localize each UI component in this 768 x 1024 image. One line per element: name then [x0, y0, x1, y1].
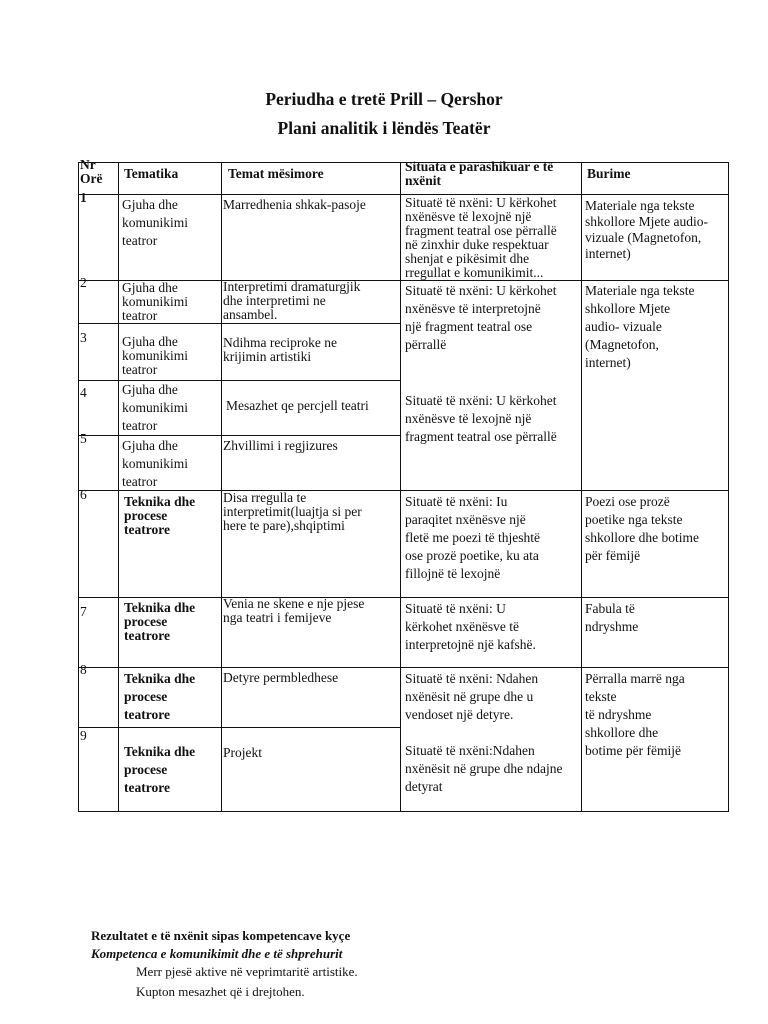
row-7-nr: 7	[80, 604, 87, 619]
row-1-tematika: Gjuha dhe komunikimi teatror	[122, 197, 189, 248]
row-7-tema: Venia ne skene e nje pjese nga teatri i femijeve	[223, 596, 365, 625]
header-burime: Burime	[587, 166, 631, 181]
competence-heading: Kompetenca e komunikimit dhe e të shprehurit	[91, 946, 343, 961]
row-2-5-situata-b: Situatë të nxëni: U kërkohet nxënësve të lexojnë një fragment teatral ose përrallë	[405, 393, 557, 444]
row-1-burime: Materiale nga tekste shkollore Mjete audio- vizuale (Magnetofon, internet)	[585, 198, 708, 261]
results-heading: Rezultatet e të nxënit sipas kompetencave kyçe	[91, 928, 351, 943]
row-8-tematika: Teknika dhe procese teatrore	[124, 671, 196, 722]
result-line-1: Merr pjesë aktive në veprimtaritë artistike.	[136, 964, 358, 979]
row-8-9-situata-a: Situatë të nxëni: Ndahen nxënësit në grupe dhe u vendoset një detyre.	[405, 671, 539, 722]
row-5-tema: Zhvillimi i regjizures	[223, 438, 338, 453]
row-7-tematika: Teknika dhe procese teatrore	[124, 600, 196, 643]
row-7-situata: Situatë të nxëni: U kërkohet nxënësve të interpretojnë një kafshë.	[405, 601, 536, 652]
row-9-nr: 9	[80, 728, 87, 743]
row-6-burime: Poezi ose prozë poetike nga tekste shkollore dhe botime për fëmijë	[585, 494, 699, 563]
row-5-tematika: Gjuha dhe komunikimi teatror	[122, 438, 189, 489]
row-6-situata: Situatë të nxëni: Iu paraqitet nxënësve një fletë me poezi të thjeshtë ose prozë poetike, ku ata fillojnë të lexojnë	[405, 494, 540, 581]
row-3-tematika: Gjuha dhe komunikimi teatror	[122, 334, 189, 377]
header-situata: Situata e parashikuar e të nxënit	[405, 159, 554, 188]
header-nr: Nr Orë	[80, 157, 103, 186]
row-4-tematika: Gjuha dhe komunikimi teatror	[122, 382, 189, 433]
header-temat: Temat mësimore	[228, 166, 324, 181]
row-2-nr: 2	[80, 275, 87, 290]
row-4-nr: 4	[80, 385, 87, 400]
document-title: Periudha e tretë Prill – Qershor	[265, 89, 503, 109]
row-5-nr: 5	[80, 431, 87, 446]
row-3-nr: 3	[80, 330, 87, 345]
row-1-situata: Situatë të nxëni: U kërkohet nxënësve të lexojnë një fragment teatral ose përrallë në zinxhir duke respektuar shenjat e pikësimit dhe rregullat e komunikimit...	[405, 195, 557, 280]
row-8-nr: 8	[80, 662, 87, 677]
row-8-9-situata-b: Situatë të nxëni:Ndahen nxënësit në grupe dhe ndajne detyrat	[405, 743, 563, 794]
document-subtitle: Plani analitik i lëndës Teatër	[277, 118, 491, 138]
row-2-5-situata-a: Situatë të nxëni: U kërkohet nxënësve të interpretojnë një fragment teatral ose përrallë	[405, 283, 557, 352]
row-2-tema: Interpretimi dramaturgjik dhe interpretimi ne ansambel.	[223, 279, 361, 322]
row-4-tema: Mesazhet qe percjell teatri	[226, 398, 369, 413]
row-6-tematika: Teknika dhe procese teatrore	[124, 494, 196, 537]
row-9-tematika: Teknika dhe procese teatrore	[124, 744, 196, 795]
row-1-nr: 1	[80, 190, 87, 205]
row-1-tema: Marredhenia shkak-pasoje	[223, 197, 366, 212]
row-6-nr: 6	[80, 487, 87, 502]
row-2-tematika: Gjuha dhe komunikimi teatror	[122, 280, 189, 323]
row-2-5-burime: Materiale nga tekste shkollore Mjete audio- vizuale (Magnetofon, internet)	[585, 283, 695, 370]
row-8-9-burime: Përralla marrë nga tekste të ndryshme shkollore dhe botime për fëmijë	[585, 671, 685, 758]
row-9-tema: Projekt	[223, 745, 262, 760]
header-tematika: Tematika	[124, 166, 179, 181]
row-3-tema: Ndihma reciproke ne krijimin artistiki	[223, 335, 337, 364]
row-8-tema: Detyre permbledhese	[223, 670, 339, 685]
row-6-tema: Disa rregulla te interpretimit(luajtja si per here te pare),shqiptimi	[223, 490, 362, 533]
result-line-2: Kupton mesazhet që i drejtohen.	[136, 984, 305, 999]
row-7-burime: Fabula të ndryshme	[585, 601, 639, 634]
